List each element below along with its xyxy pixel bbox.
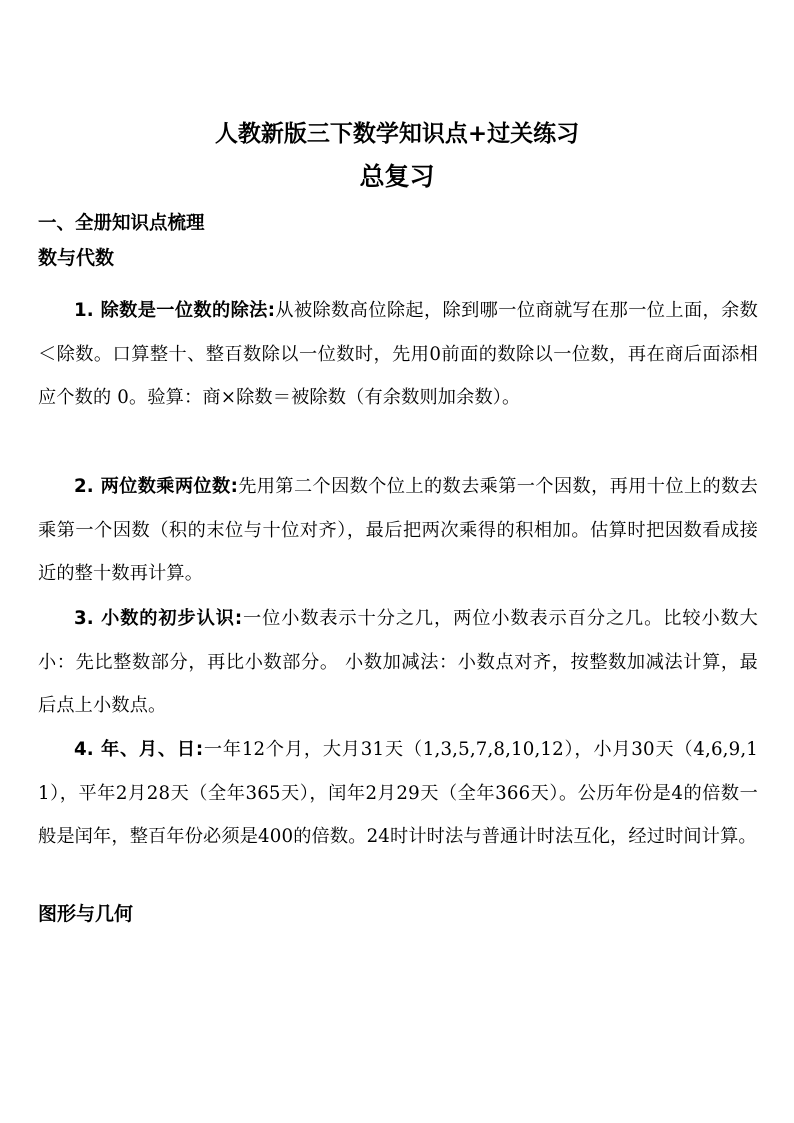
knowledge-item-multiplication <box>38 465 758 596</box>
item-label: 3. 小数的初步认识: <box>74 608 243 629</box>
item-text: 先用第二个因数个位上的数去乘第一个因数，再用十位上的数去乘第一个因数（积的末位与十位对齐），最后把两次乘得的积相加。估算时把因数看成接近的整十数再计算。 <box>38 476 758 585</box>
item-label: 1. 除数是一位数的除法: <box>74 300 276 321</box>
knowledge-item-calendar <box>38 728 758 859</box>
item-text: 一位小数表示十分之几，两位小数表示百分之几。比较小数大小：先比整数部分，再比小数部分。 小数加减法：小数点对齐，按整数加减法计算，最后点上小数点。 <box>38 608 758 717</box>
document-subtitle: 总复习 <box>359 162 435 191</box>
section-heading: 一、全册知识点梳理 <box>38 213 205 234</box>
document-title: 人教新版三下数学知识点+过关练习 <box>214 121 580 147</box>
knowledge-item-division <box>38 289 758 420</box>
item-text: 一年12个月，大月31天（1,3,5,7,8,10,12），小月30天（4,6,9,11），平年2月28天（全年365天），闰年2月29天（全年366天）。公历年份是4的倍数一般是闰年，整百年份必须是400的倍数。24时计时法与普通计时法互化，经过时间计算。 <box>38 739 758 848</box>
item-label: 2. 两位数乘两位数: <box>74 476 238 497</box>
knowledge-item-decimals <box>38 597 758 728</box>
category-heading-numbers-algebra: 数与代数 <box>38 247 115 269</box>
item-text: 从被除数高位除起，除到哪一位商就写在那一位上面，余数＜除数。口算整十、整百数除以一位数时，先用0前面的数除以一位数，再在商后面添相应个数的 0。验算：商×除数＝被除数（有余数则加余数）。 <box>38 300 759 409</box>
category-heading-geometry: 图形与几何 <box>38 903 134 925</box>
item-label: 4. 年、月、日: <box>74 739 204 760</box>
